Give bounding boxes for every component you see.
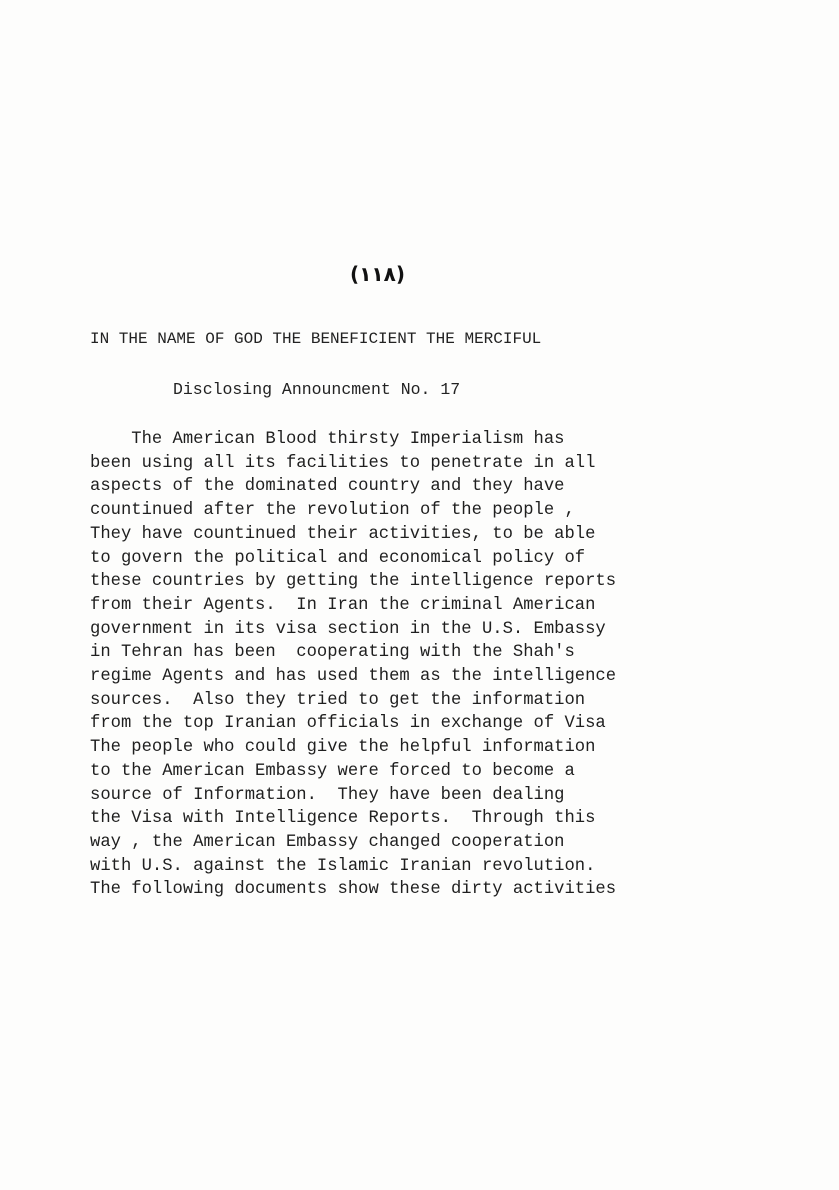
body-line: from the top Iranian officials in exchange of Visa	[90, 714, 606, 734]
announcement-title: Disclosing Announcment No. 17	[173, 380, 461, 399]
body-line: from their Agents. In Iran the criminal American	[90, 595, 596, 615]
body-line: government in its visa section in the U.S. Embassy	[90, 619, 606, 639]
body-line: The American Blood thirsty Imperialism has	[90, 430, 565, 449]
body-line: with U.S. against the Islamic Iranian revolution.	[90, 856, 596, 876]
body-line: these countries by getting the intelligence reports	[90, 572, 617, 592]
body-line: been using all its facilities to penetrate in all	[90, 453, 596, 473]
body-line: aspects of the dominated country and they have	[90, 477, 565, 497]
body-line: countinued after the revolution of the people ,	[90, 501, 575, 521]
body-paragraph	[90, 428, 790, 902]
body-line: They have countinued their activities, to be able	[90, 524, 596, 544]
body-line: in Tehran has been cooperating with the Shah's	[90, 643, 575, 663]
body-line: way , the American Embassy changed cooperation	[90, 832, 565, 852]
body-line: source of Information. They have been dealing	[90, 785, 565, 805]
body-line: The following documents show these dirty activities	[90, 880, 617, 900]
body-line: regime Agents and has used them as the intelligence	[90, 667, 617, 687]
body-line: to the American Embassy were forced to become a	[90, 761, 575, 781]
body-line: the Visa with Intelligence Reports. Through this	[90, 809, 596, 829]
body-line: to govern the political and economical policy of	[90, 548, 586, 568]
body-line: The people who could give the helpful information	[90, 738, 596, 758]
page-number: (١١٨)	[350, 262, 405, 286]
body-line: sources. Also they tried to get the information	[90, 690, 586, 710]
document-heading: IN THE NAME OF GOD THE BENEFICIENT THE MERCIFUL	[90, 330, 542, 348]
